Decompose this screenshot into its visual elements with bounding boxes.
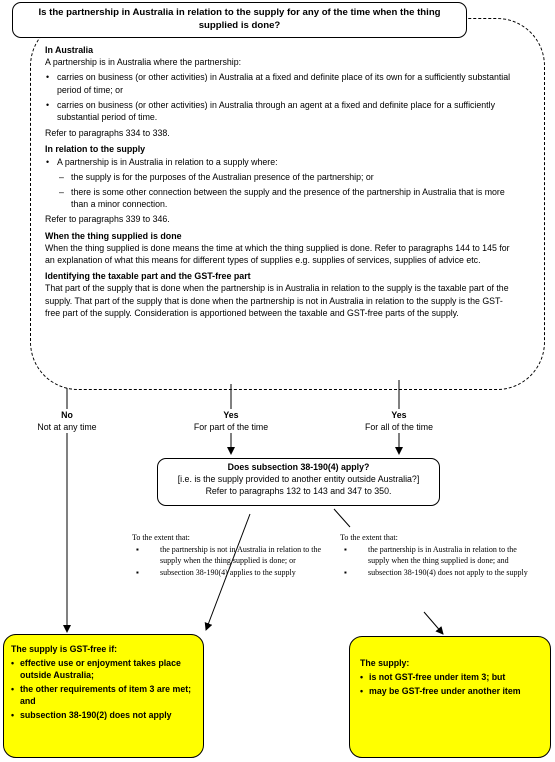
- taxable-part-text: That part of the supply that is done when the partnership is in Australia in relation to the supply is the taxable part of the supply. That part of the supply that is done when the partnership is not in Australia in relation to the supply is the GST-free part of the supply. Consideration is apportioned between the taxable and GST-free parts of the supply.: [45, 283, 509, 318]
- subsection-question-box: [157, 458, 440, 506]
- extent-left-intro: To the extent that:: [132, 533, 190, 542]
- not-free-title: The supply:: [360, 658, 410, 668]
- list-item: • effective use or enjoyment takes place outside Australia;: [11, 657, 196, 681]
- list-item: • carries on business (or other activities) in Australia at a fixed and definite place of its own for a sufficiently substantial period of time; or: [45, 71, 513, 95]
- in-australia-ref: Refer to paragraphs 334 to 338.: [45, 128, 170, 139]
- list-item: ▪ the partnership is not in Australia in relation to the supply when the thing supplied is done; or: [132, 544, 342, 566]
- extent-right: [340, 532, 530, 578]
- list-item: • carries on business (or other activities) in Australia through an agent at a fixed and definite place for a sufficiently substantial period of time.: [45, 99, 513, 123]
- branch-detail: Not at any time: [37, 422, 97, 432]
- gst-free-box: [3, 634, 204, 758]
- subsection-line1: [i.e. is the supply provided to another entity outside Australia?]: [177, 474, 420, 484]
- when-done-text: When the thing supplied is done means the time at which the thing supplied is done. Refer to paragraphs 144 to 145 for an explanation of what this means for different types of supplies e.g. supplies of services, supplies of advice etc.: [45, 242, 510, 266]
- branch-yes-all-label: [339, 409, 459, 433]
- list-item: • subsection 38-190(2) does not apply: [11, 709, 196, 721]
- list-item: • is not GST-free under item 3; but: [360, 671, 540, 683]
- extent-left: [132, 532, 342, 578]
- heading-in-australia: In Australia: [45, 45, 94, 55]
- branch-detail: For part of the time: [193, 422, 269, 432]
- subsection-title: Does subsection 38-190(4) apply?: [227, 462, 370, 472]
- arrow-mid-right: [334, 509, 350, 527]
- branch-answer: No: [61, 410, 73, 420]
- heading-when-done: When the thing supplied is done: [45, 230, 182, 241]
- list-item: ▪ subsection 38-190(4) applies to the supply: [132, 567, 342, 578]
- in-relation-list: [45, 156, 513, 211]
- branch-no-label: [17, 409, 117, 433]
- branch-answer: Yes: [391, 410, 407, 420]
- explanation-content: [45, 44, 513, 323]
- heading-in-relation: In relation to the supply: [45, 144, 146, 155]
- list-item: • may be GST-free under another item: [360, 685, 540, 697]
- subsection-line2: Refer to paragraphs 132 to 143 and 347 to 350.: [205, 486, 392, 496]
- gst-free-title: The supply is GST-free if:: [11, 644, 118, 654]
- not-gst-free-box: [349, 636, 551, 758]
- list-item: • A partnership is in Australia in relation to a supply where:: [45, 156, 513, 168]
- heading-taxable-part: Identifying the taxable part and the GST-free part: [45, 271, 251, 282]
- main-question-box: [12, 2, 467, 38]
- list-item: • the other requirements of item 3 are met; and: [11, 683, 196, 707]
- branch-answer: Yes: [223, 410, 239, 420]
- extent-right-intro: To the extent that:: [340, 533, 398, 542]
- list-item: ▪ the partnership is in Australia in relation to the supply when the thing supplied is done; and: [340, 544, 530, 566]
- arrow-right-down: [424, 612, 443, 634]
- branch-detail: For all of the time: [365, 422, 433, 432]
- in-australia-intro: A partnership is in Australia where the partnership:: [45, 57, 242, 68]
- list-item: – the supply is for the purposes of the Australian presence of the partnership; or: [45, 171, 513, 183]
- list-item: – there is some other connection between the supply and the presence of the partnership in Australia that is more than a minor connection.: [45, 186, 513, 210]
- in-australia-list: [45, 71, 513, 123]
- list-item: ▪ subsection 38-190(4) does not apply to the supply: [340, 567, 530, 578]
- main-question: Is the partnership in Australia in relation to the supply for any of the time when the thing supplied is done?: [38, 7, 441, 31]
- branch-yes-part-label: [171, 409, 291, 433]
- in-relation-ref: Refer to paragraphs 339 to 346.: [45, 214, 170, 225]
